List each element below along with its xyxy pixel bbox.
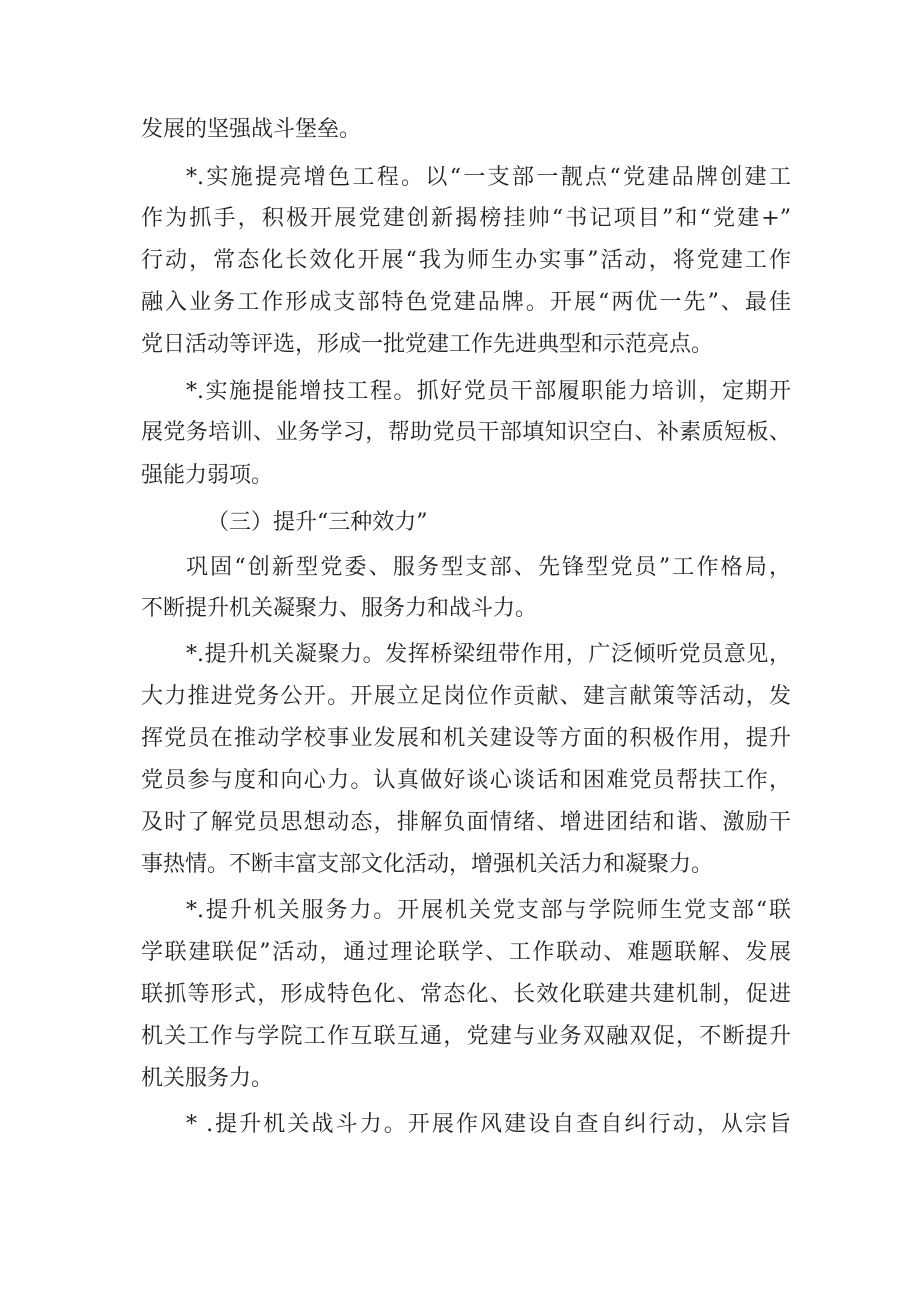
paragraph-line: 党日活动等评选，形成一批党建工作先进典型和示范亮点。 [141, 332, 714, 357]
paragraph-line: 学联建联促”活动，通过理论联学、工作联动、难题联解、发展 [141, 940, 791, 965]
paragraph-line: 行动，常态化长效化开展“我为师生办实事”活动，将党建工作 [141, 248, 791, 273]
section-heading: （三）提升“三种效力” [207, 510, 428, 535]
paragraph-line: 党员参与度和向心力。认真做好谈心谈话和困难党员帮扶工作， [141, 768, 791, 793]
paragraph-line: 作为抓手，积极开展党建创新揭榜挂帅“书记项目”和“党建+” [141, 206, 791, 231]
paragraph-line: 强能力弱项。 [141, 463, 274, 488]
paragraph-line: *.实施提亮增色工程。以“一支部一靓点“党建品牌创建工 [186, 165, 791, 190]
paragraph-line: *.实施提能增技工程。抓好党员干部履职能力培训，定期开 [186, 379, 791, 404]
paragraph-line: 联抓等形式，形成特色化、常态化、长效化联建共建机制，促进 [141, 982, 791, 1007]
paragraph-line: 及时了解党员思想动态，排解负面情绪、增进团结和谐、激励干 [141, 810, 791, 835]
paragraph-line: 挥党员在推动学校事业发展和机关建设等方面的积极作用，提升 [141, 726, 791, 751]
paragraph-line: 展党务培训、业务学习，帮助党员干部填知识空白、补素质短板、 [141, 420, 791, 445]
paragraph-line: 大力推进党务公开。开展立足岗位作贡献、建言献策等活动，发 [141, 684, 791, 709]
paragraph-line: * .提升机关战斗力。开展作风建设自查自纠行动，从宗旨 [186, 1112, 791, 1137]
paragraph-line: 不断提升机关凝聚力、服务力和战斗力。 [141, 596, 538, 621]
paragraph-line: 机关工作与学院工作互联互通，党建与业务双融双促，不断提升 [141, 1024, 791, 1049]
paragraph-line: 机关服务力。 [141, 1066, 274, 1091]
paragraph-line: 事热情。不断丰富支部文化活动，增强机关活力和凝聚力。 [141, 852, 714, 877]
paragraph-line: 巩固“创新型党委、服务型支部、先锋型党员”工作格局， [186, 555, 791, 580]
paragraph-line: 融入业务工作形成支部特色党建品牌。开展“两优一先”、最佳 [141, 290, 791, 315]
paragraph-line: *.提升机关凝聚力。发挥桥梁纽带作用，广泛倾听党员意见， [186, 642, 791, 667]
paragraph-line: *.提升机关服务力。开展机关党支部与学院师生党支部“联 [186, 898, 791, 923]
paragraph-line: 发展的坚强战斗堡垒。 [141, 117, 362, 142]
